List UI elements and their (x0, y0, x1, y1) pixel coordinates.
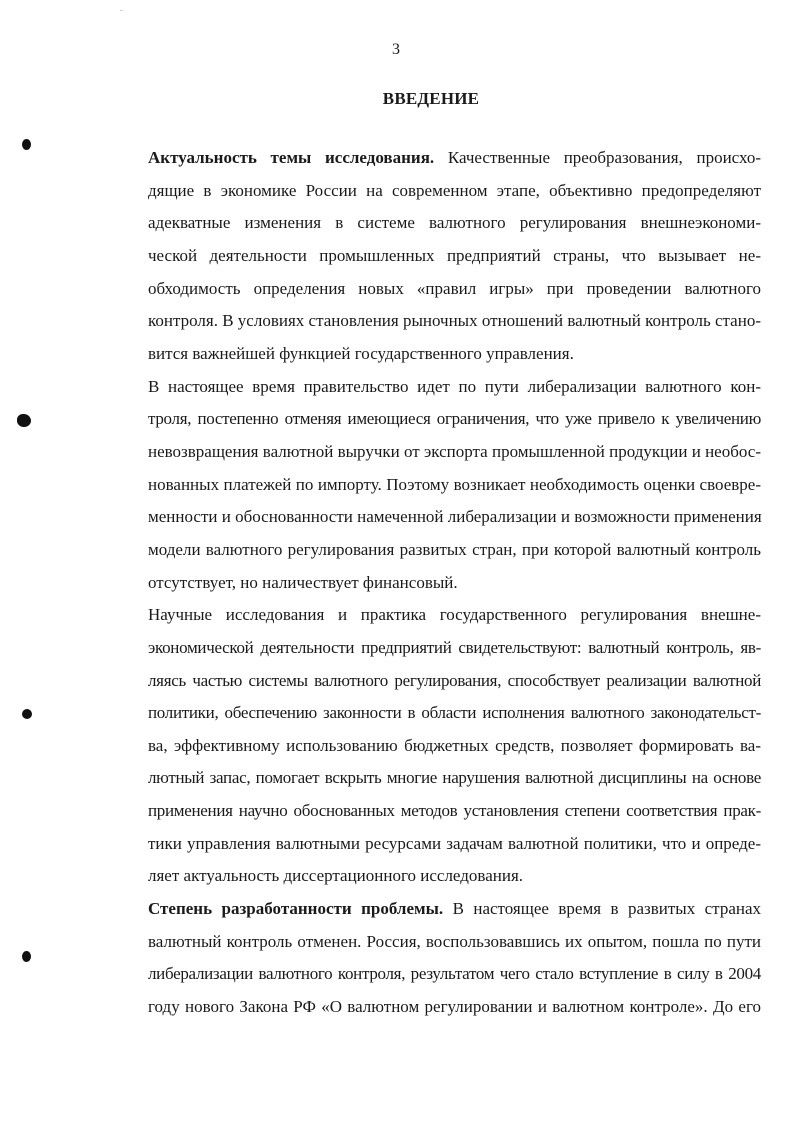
text-line: ляясь частью системы валютного регулирования, способствует реализации валютной (148, 670, 761, 690)
text-line: ляет актуальность диссертационного исследования. (148, 866, 524, 886)
page-title: ВВЕДЕНИЕ (382, 89, 480, 108)
text-line: вится важнейшей функцией государственного управления. (148, 343, 574, 363)
text-line: Научные исследования и практика государственного регулирования внешне- (148, 605, 761, 625)
text-line: невозвращения валютной выручки от экспорта промышленной продукции и необос- (148, 441, 761, 461)
text-line: контроля. В условиях становления рыночных отношений валютный контроль стано- (148, 311, 761, 331)
text-line: году нового Закона РФ «О валютном регулировании и валютном контроле». До его (148, 997, 761, 1017)
text-line: экономической деятельности предприятий свидетельствуют: валютный контроль, яв- (148, 637, 761, 657)
binder-hole-mark (22, 139, 31, 150)
text-line: либерализации валютного контроля, результатом чего стало вступление в силу в 2004 (148, 964, 761, 984)
text-line: дящие в экономике России на современном этапе, объективно предопределяют (148, 180, 761, 200)
paragraph-liberalization (103, 371, 761, 600)
text-line: В настоящее время правительство идет по пути либерализации валютного кон- (148, 376, 761, 396)
binder-hole-mark (22, 709, 32, 719)
binder-hole-mark (22, 951, 31, 962)
text-line: политики, обеспечению законности в области исполнения валютного законодательст- (148, 703, 761, 723)
page-number: 3 (392, 41, 400, 58)
paragraph-development-degree (103, 893, 761, 1024)
scan-speck (120, 10, 123, 11)
bold-lead: Актуальность темы исследования. (148, 148, 435, 167)
text-line: модели валютного регулирования развитых стран, при которой валютный контроль (148, 539, 761, 559)
text-line: нованных платежей по импорту. Поэтому возникает необходимость оценки своевре- (148, 474, 761, 494)
binder-hole-mark (17, 414, 31, 427)
text-line: Степень разработанности проблемы. В настоящее время в развитых странах (148, 899, 762, 919)
text-line: отсутствует, но наличествует финансовый. (148, 572, 458, 592)
text-line: Актуальность темы исследования. Качественные преобразования, происхо- (148, 148, 762, 167)
text-line: адекватные изменения в системе валютного регулирования внешнеэкономи- (148, 213, 761, 233)
text-line: ва, эффективному использованию бюджетных средств, позволяет формировать ва- (148, 735, 761, 755)
paragraph-relevance (103, 142, 761, 371)
text-line: валютный контроль отменен. Россия, воспользовавшись их опытом, пошла по пути (148, 931, 761, 951)
text-line: ческой деятельности промышленных предприятий страны, что вызывает не- (148, 245, 761, 265)
paragraph-research (103, 599, 761, 893)
text-line: менности и обоснованности намеченной либерализации и возможности применения (148, 507, 762, 527)
text-line: тики управления валютными ресурсами задачам валютной политики, что и опреде- (148, 833, 761, 853)
bold-lead: Степень разработанности проблемы. (148, 899, 444, 919)
text-line: применения научно обоснованных методов установления степени соответствия прак- (148, 801, 761, 821)
text-line: троля, постепенно отменяя имеющиеся ограничения, что уже привело к увеличению (148, 409, 761, 429)
document-body (103, 142, 761, 1024)
text-line: обходимость определения новых «правил игры» при проведении валютного (148, 278, 761, 298)
text-line: лютный запас, помогает вскрыть многие нарушения валютной дисциплины на основе (148, 768, 761, 788)
